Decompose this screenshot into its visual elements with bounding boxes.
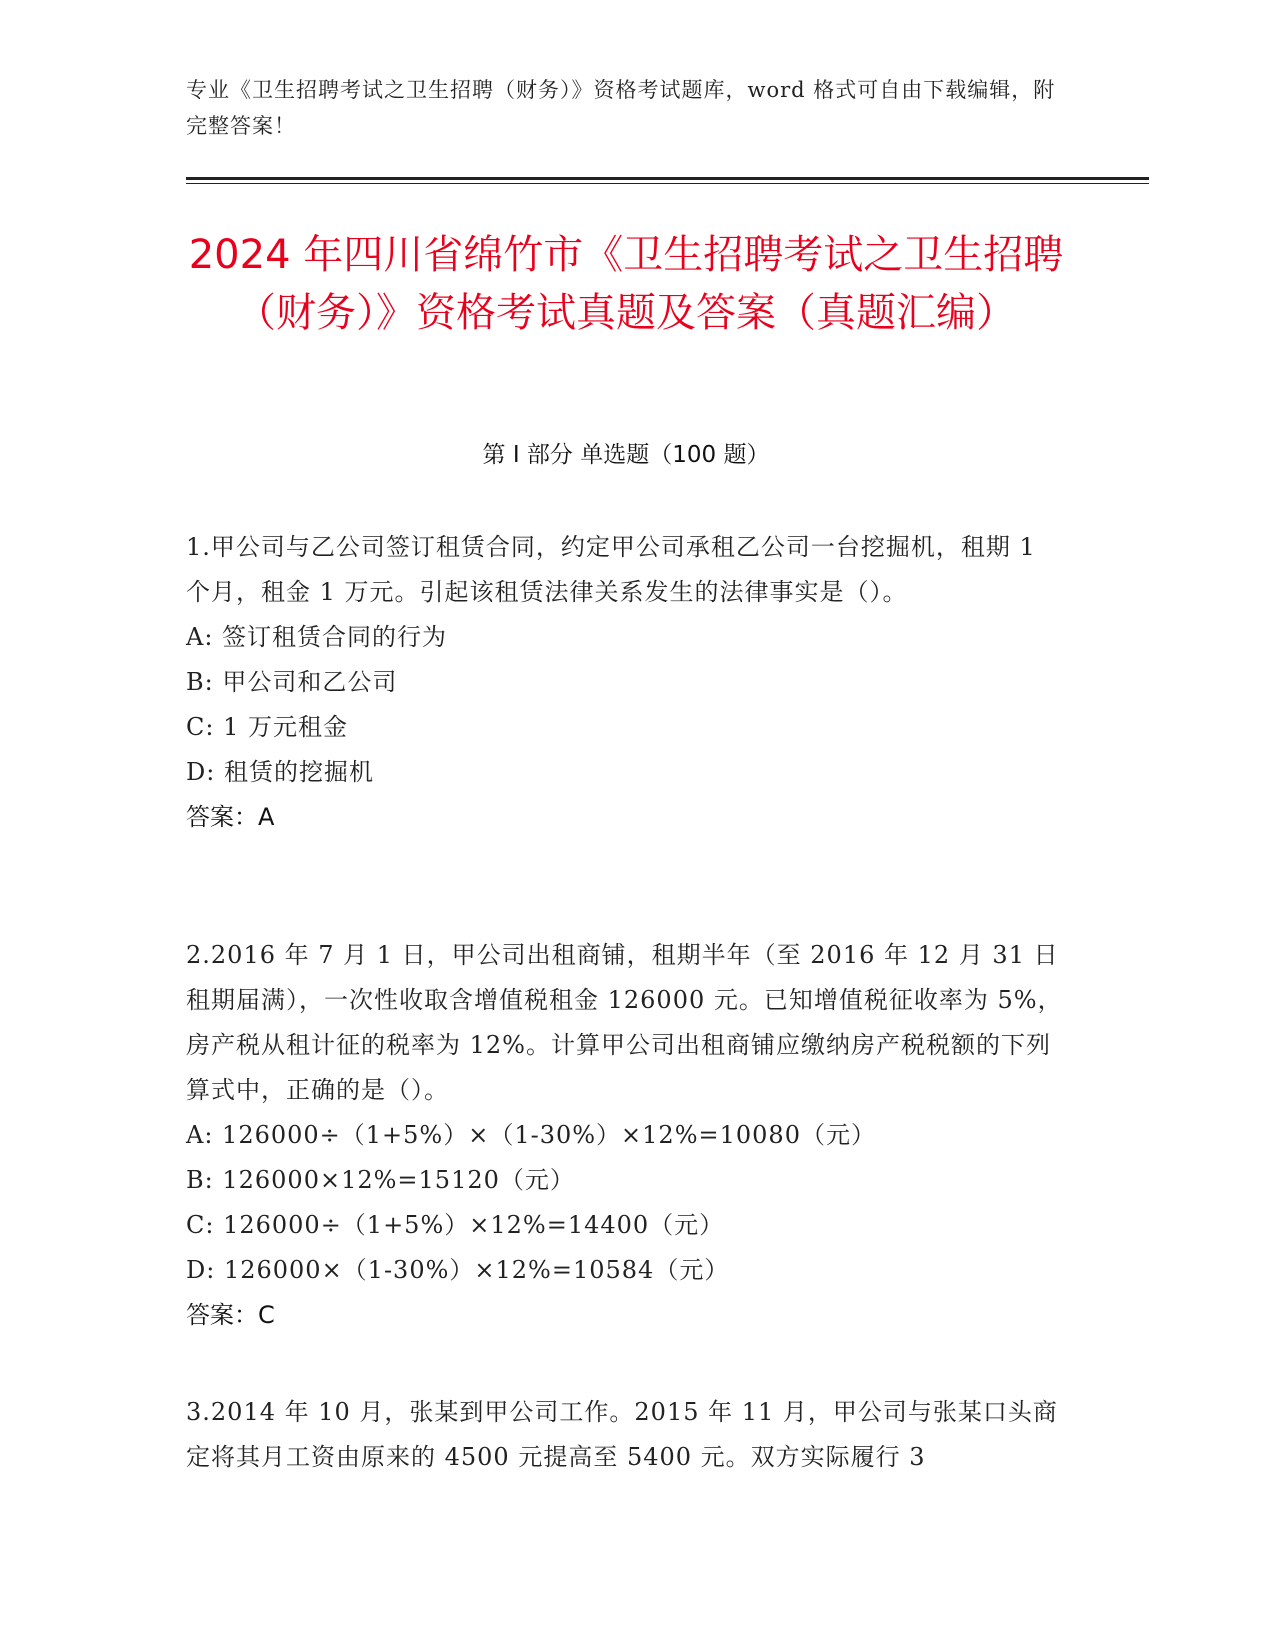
section-heading: 第 I 部分 单选题（100 题） [482, 442, 770, 468]
answer: 答案：A [186, 803, 275, 831]
answer: 答案：C [186, 1301, 275, 1329]
question-stem: 1.甲公司与乙公司签订租赁合同，约定甲公司承租乙公司一台挖掘机，租期 1 个月，租金 1 万元。引起该租赁法律关系发生的法律事实是（）。 [186, 533, 1036, 606]
document-title: 2024 年四川省绵竹市《卫生招聘考试之卫生招聘（财务）》资格考试真题及答案（真题汇编） [188, 232, 1064, 336]
question-2 [186, 933, 1066, 1338]
option-d: D: 租赁的挖掘机 [186, 758, 374, 786]
option-d: D: 126000×（1-30%）×12%=10584（元） [186, 1256, 730, 1284]
question-3 [186, 1390, 1066, 1480]
option-a: A: 126000÷（1+5%）×（1-30%）×12%=10080（元） [186, 1121, 876, 1149]
question-1 [186, 525, 1066, 840]
question-stem: 2.2016 年 7 月 1 日，甲公司出租商铺，租期半年（至 2016 年 12 月 31 日租期届满），一次性收取含增值税租金 126000 元。已知增值税征收率为 5%，房产税从租计征的税率为 12%。计算甲公司出租商铺应缴纳房产税税额的下列算式中，正确的是（）。 [186, 941, 1063, 1104]
option-b: B: 126000×12%=15120（元） [186, 1166, 575, 1194]
question-stem: 3.2014 年 10 月，张某到甲公司工作。2015 年 11 月，甲公司与张某口头商定将其月工资由原来的 4500 元提高至 5400 元。双方实际履行 3 [186, 1398, 1058, 1471]
option-c: C: 126000÷（1+5%）×12%=14400（元） [186, 1211, 725, 1239]
option-c: C: 1 万元租金 [186, 713, 348, 741]
header-note: 专业《卫生招聘考试之卫生招聘（财务）》资格考试题库，word 格式可自由下载编辑，附完整答案！ [186, 78, 1056, 138]
option-b: B: 甲公司和乙公司 [186, 668, 398, 696]
header-rule-thin [186, 183, 1149, 184]
option-a: A: 签订租赁合同的行为 [186, 623, 448, 651]
header-rule [186, 177, 1149, 180]
